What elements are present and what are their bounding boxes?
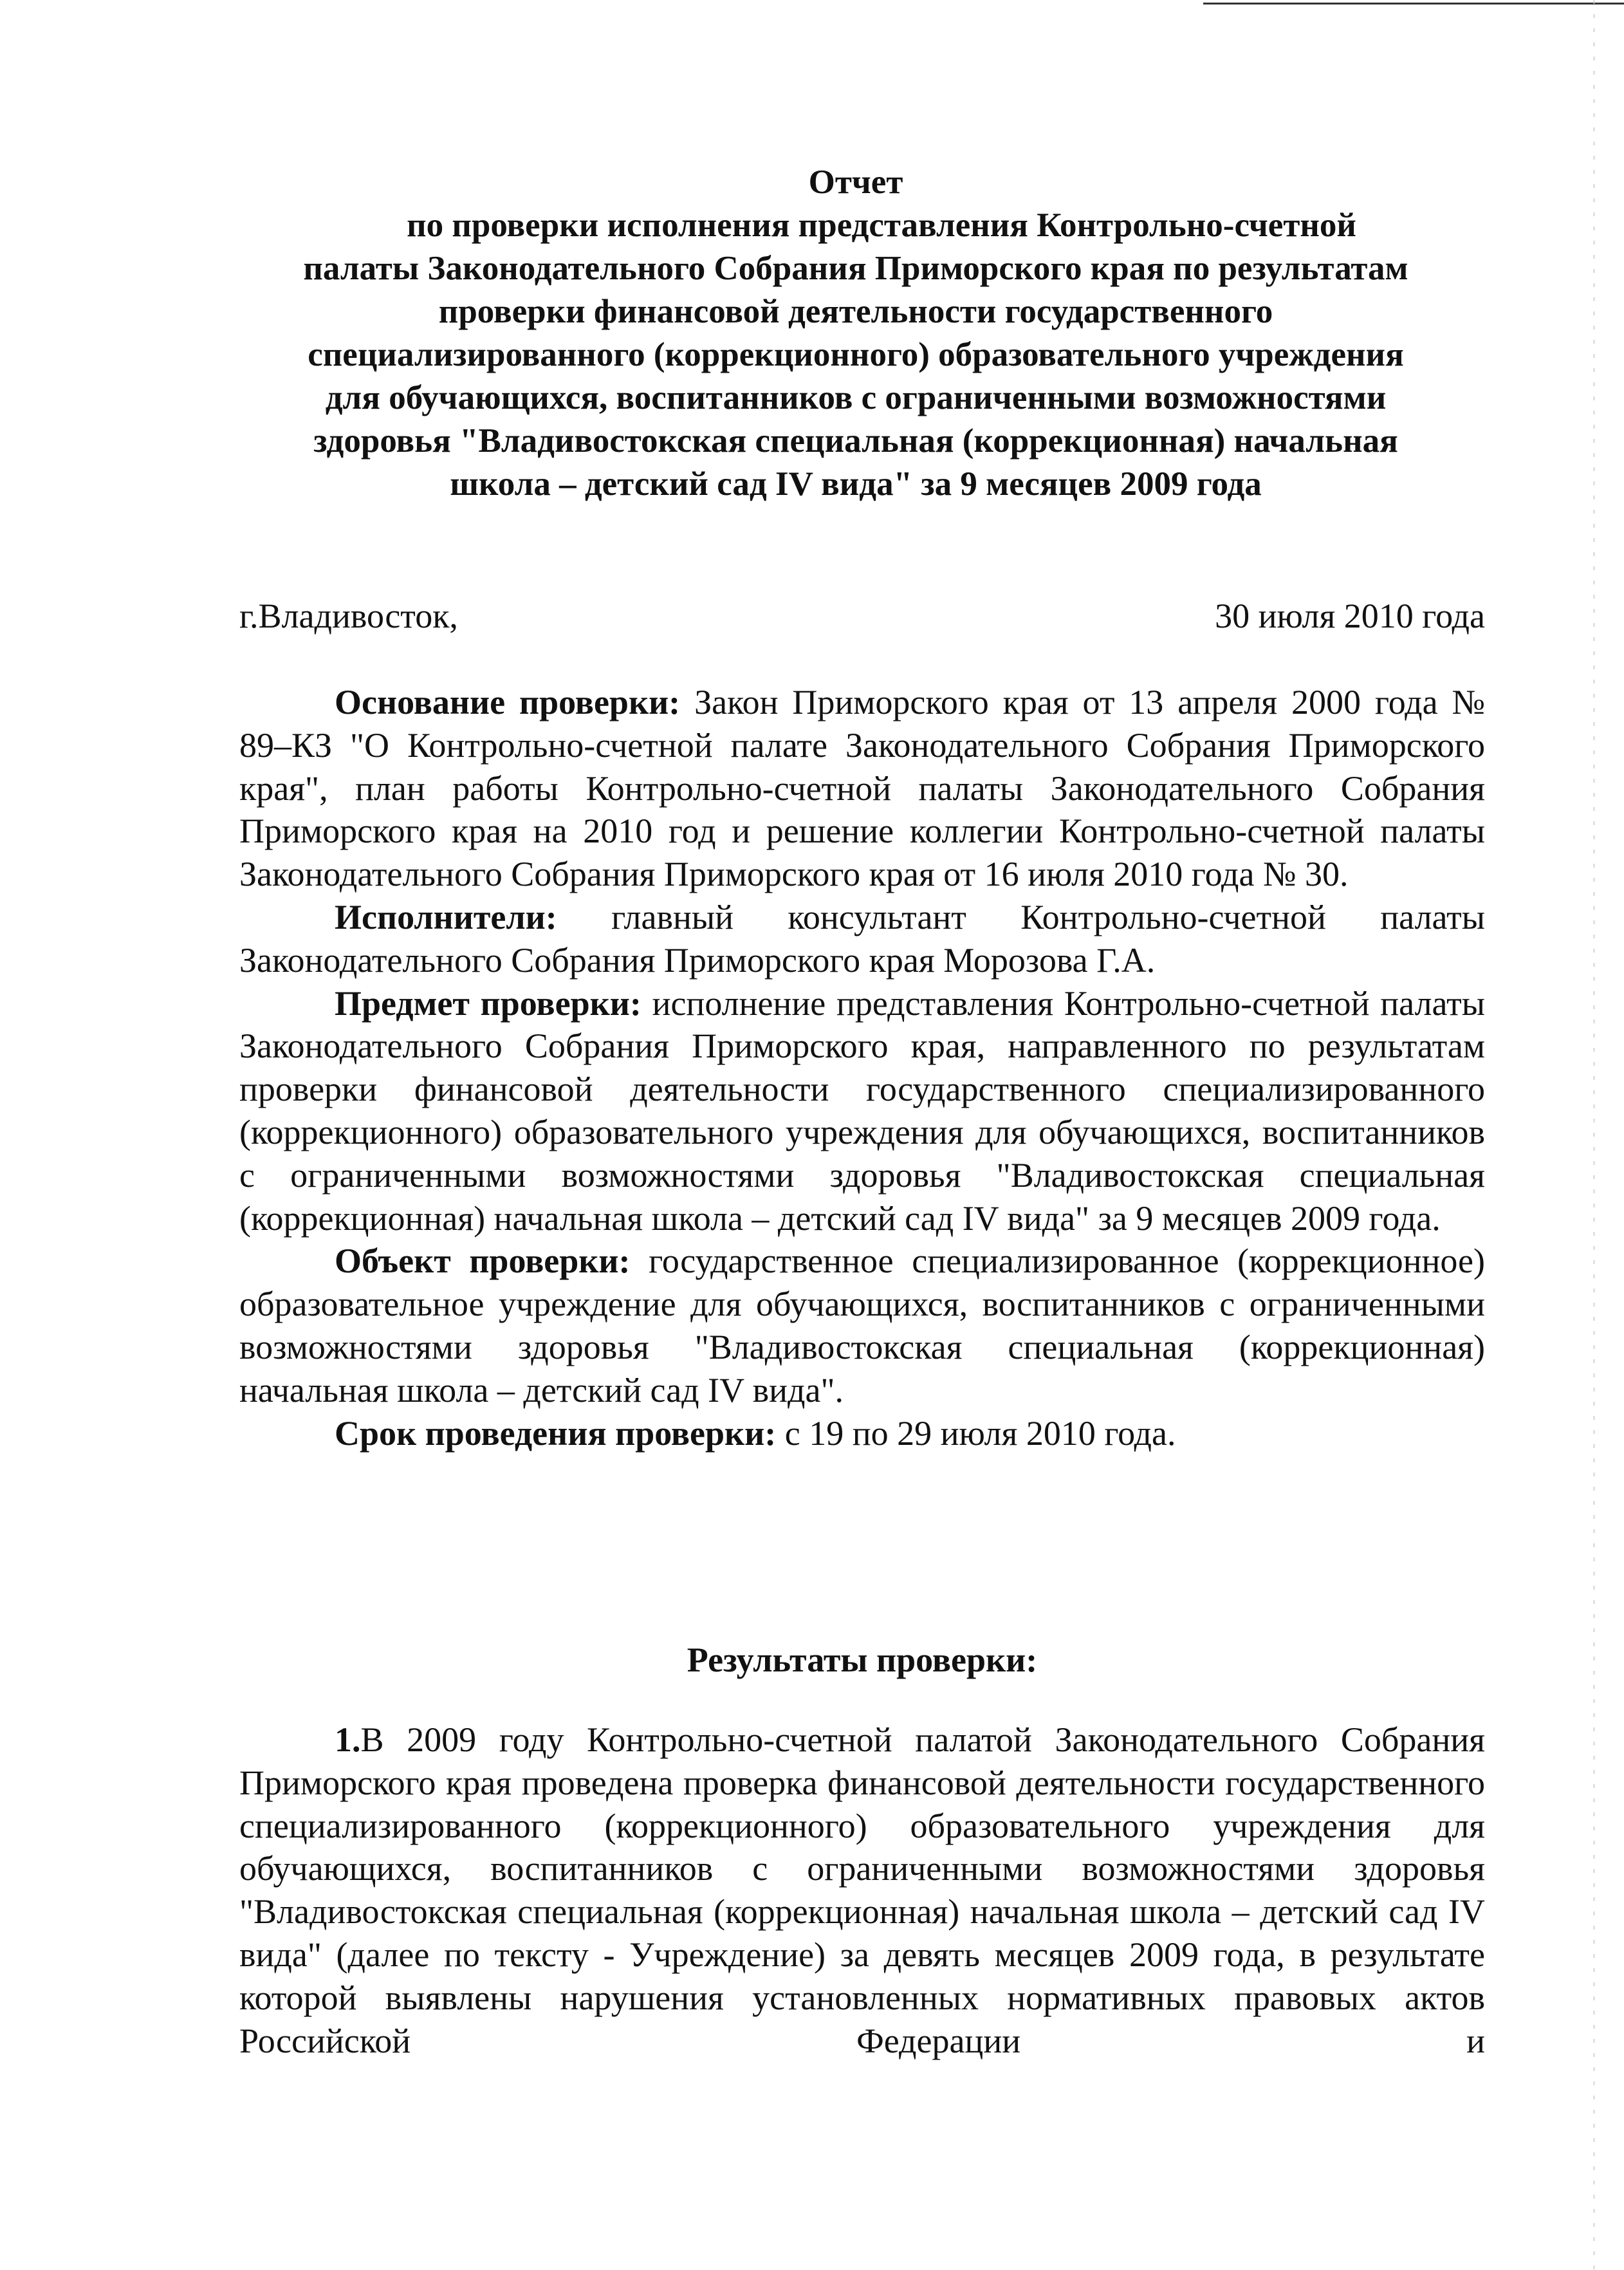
subject-label: Предмет проверки: bbox=[335, 983, 641, 1023]
result-item-number: 1. bbox=[335, 1720, 361, 1759]
executors-label: Исполнители: bbox=[335, 897, 557, 936]
subject-paragraph bbox=[239, 982, 1485, 1240]
object-text: государственное специализированное (коррекционное) образовательное учреждение для обучающихся, воспитанников с ограниченными возможностями здоровья "Владивостокская специальная (коррекционная) начальная школа – детский сад IV вида". bbox=[239, 1242, 1486, 1409]
title-line: школа – детский сад IV вида" за 9 месяцев 2009 года bbox=[450, 465, 1262, 503]
object-label: Объект проверки: bbox=[335, 1242, 631, 1281]
period-label: Срок проведения проверки: bbox=[335, 1413, 777, 1453]
basis-text: Закон Приморского края от 13 апреля 2000 года № 89–КЗ "О Контрольно-счетной палате Законодательного Собрания Приморского края", план работы Контрольно-счетной палаты Законодательного Собрания Приморского края на 2010 год и решение коллегии Контрольно-счетной палаты Законодательного Собрания Приморского края от 16 июля 2010 года № 30. bbox=[239, 683, 1485, 894]
result-item-text: В 2009 году Контрольно-счетной палатой Законодательного Собрания Приморского края проведена проверка финансовой деятельности государственного специализированного (коррекционного) образовательного учреждения для обучающихся, воспитанников с ограниченными возможностями здоровья "Владивостокская специальная (коррекционная) начальная школа – детский сад IV вида" (далее по тексту - Учреждение) за девять месяцев 2009 года, в результате которой выявлены нарушения установленных нормативных правовых актов Российской Федерации и bbox=[239, 1720, 1485, 2060]
report-body bbox=[239, 681, 1485, 1455]
executors-paragraph bbox=[239, 896, 1485, 982]
subject-text: исполнение представления Контрольно-счетной палаты Законодательного Собрания Приморского края, направленного по результатам проверки финансовой деятельности государственного специализированного (коррекционного) образовательного учреждения для обучающихся, воспитанников с ограниченными возможностями здоровья "Владивостокская специальная (коррекционная) начальная школа – детский сад IV вида" за 9 месяцев 2009 года. bbox=[239, 983, 1485, 1238]
title-line: здоровья "Владивостокская специальная (коррекционная) начальная bbox=[313, 422, 1398, 460]
basis-label: Основание проверки: bbox=[335, 683, 681, 721]
report-date: 30 июля 2010 года bbox=[1215, 597, 1485, 635]
title-heading: Отчет bbox=[808, 163, 903, 201]
report-title bbox=[232, 161, 1480, 506]
period-text: с 19 по 29 июля 2010 года. bbox=[776, 1413, 1176, 1453]
title-line: специализированного (коррекционного) образовательного учреждения bbox=[308, 336, 1404, 373]
place-date-row bbox=[239, 593, 1485, 638]
title-line: палаты Законодательного Собрания Приморского края по результатам bbox=[303, 250, 1408, 287]
title-line: по проверки исполнения представления Контрольно-счетной bbox=[407, 207, 1356, 244]
results-heading: Результаты проверки: bbox=[687, 1641, 1038, 1679]
scan-artifact-line bbox=[1203, 3, 1624, 5]
city: г.Владивосток, bbox=[239, 597, 458, 635]
title-line: проверки финансовой деятельности государственного bbox=[438, 293, 1273, 330]
title-line: для обучающихся, воспитанников с ограниченными возможностями bbox=[325, 379, 1387, 416]
scan-artifact-edge bbox=[1593, 0, 1595, 2270]
executors-text: главный консультант Контрольно-счетной палаты Законодательного Собрания Приморского края Морозова Г.А. bbox=[239, 897, 1485, 980]
result-item-1 bbox=[239, 1718, 1485, 2062]
period-paragraph bbox=[239, 1412, 1485, 1455]
results-body bbox=[239, 1718, 1485, 2062]
basis-paragraph bbox=[239, 681, 1485, 896]
object-paragraph bbox=[239, 1240, 1485, 1411]
